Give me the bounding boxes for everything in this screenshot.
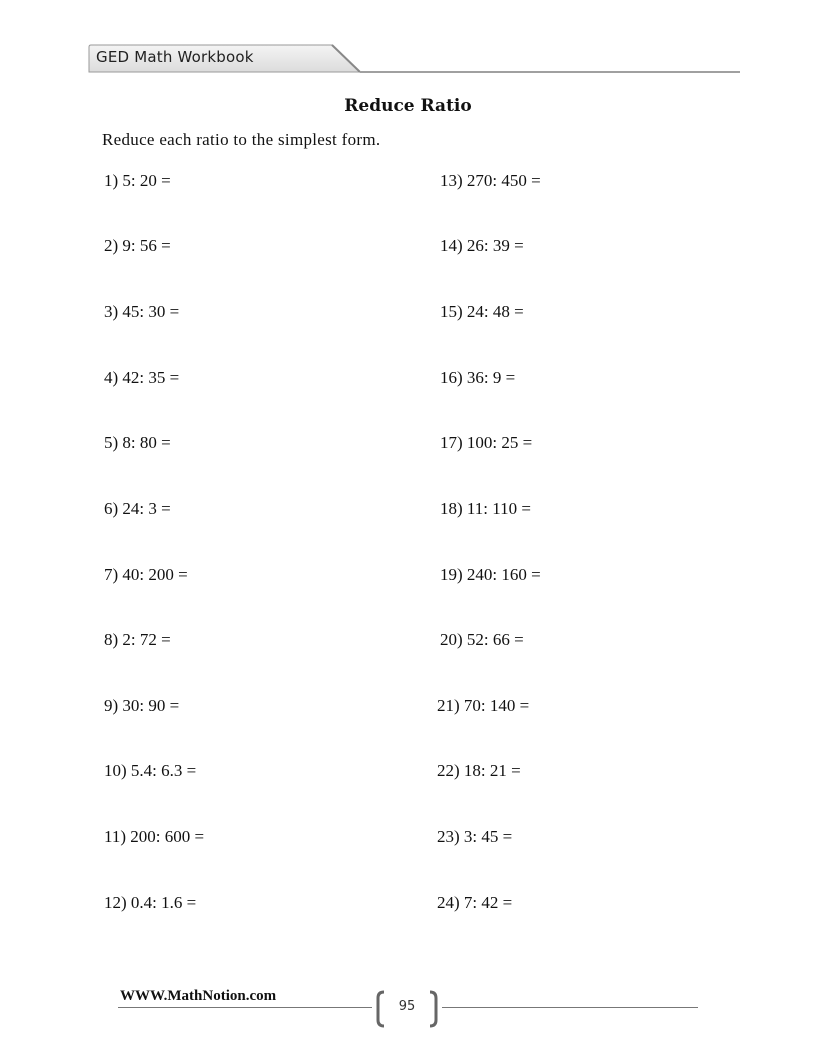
problem-3: 3) 45: 30 = [104, 302, 180, 321]
footer-site-link[interactable]: WWW.MathNotion.com [120, 988, 277, 1004]
problem-19: 19) 240: 160 = [440, 565, 541, 584]
problem-13: 13) 270: 450 = [440, 171, 541, 190]
footer-rule-left [118, 1007, 372, 1008]
problem-1: 1) 5: 20 = [104, 171, 171, 190]
problem-6: 6) 24: 3 = [104, 499, 171, 518]
page-number: 95 [398, 999, 416, 1014]
problem-2: 2) 9: 56 = [104, 236, 171, 255]
problem-18: 18) 11: 110 = [440, 499, 531, 518]
problem-22: 22) 18: 21 = [437, 761, 521, 780]
problem-9: 9) 30: 90 = [104, 696, 180, 715]
problem-8: 8) 2: 72 = [104, 630, 171, 649]
problem-11: 11) 200: 600 = [104, 827, 205, 846]
instructions: Reduce each ratio to the simplest form. [102, 130, 381, 149]
page-title: Reduce Ratio [344, 96, 472, 116]
problem-20: 20) 52: 66 = [440, 630, 524, 649]
footer-rule-right [442, 1007, 698, 1008]
problem-16: 16) 36: 9 = [440, 368, 516, 387]
problem-17: 17) 100: 25 = [440, 433, 533, 452]
problem-21: 21) 70: 140 = [437, 696, 530, 715]
problem-10: 10) 5.4: 6.3 = [104, 761, 197, 780]
problem-12: 12) 0.4: 1.6 = [104, 893, 197, 912]
problem-24: 24) 7: 42 = [437, 893, 513, 912]
problem-15: 15) 24: 48 = [440, 302, 524, 321]
problem-5: 5) 8: 80 = [104, 433, 171, 452]
problem-4: 4) 42: 35 = [104, 368, 180, 387]
problem-23: 23) 3: 45 = [437, 827, 513, 846]
problem-7: 7) 40: 200 = [104, 565, 188, 584]
header-title: GED Math Workbook [96, 48, 254, 66]
problem-14: 14) 26: 39 = [440, 236, 524, 255]
page-number-badge [374, 990, 440, 1028]
